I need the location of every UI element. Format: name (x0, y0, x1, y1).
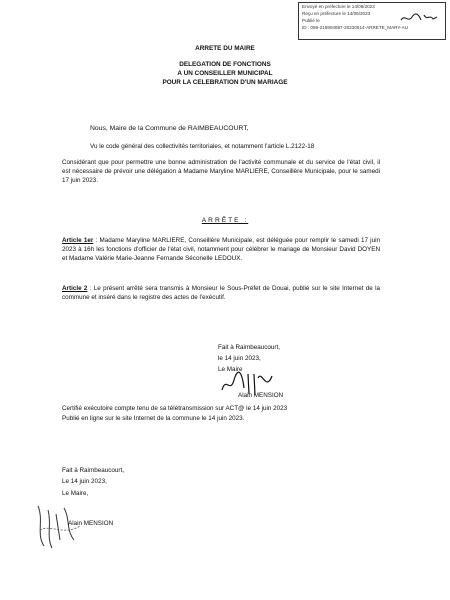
intro-line: Nous, Maire de la Commune de RAIMBEAUCOURT, (90, 125, 249, 132)
stamp-line: Reçu en préfecture le 14/06/2023 (302, 10, 371, 16)
document-title: ARRETE DU MAIRE (195, 45, 255, 52)
article-1-paragraph (62, 236, 380, 263)
article-1-text: : Madame Maryline MARLIERE, Conseillère Municipale, est déléguée pour remplir le samedi 17 juin 2023 à 16h les fonctions d'officier de l'état civil, notamment pour célébrer le mariage de Monsieur David DOYEN et Madame Valérie Marie-Jeanne Fernande Séconelle LEDOUX. (62, 237, 380, 263)
signatory-2-name: Alain MENSION (68, 520, 114, 527)
document-subtitle-line-2: A UN CONSEILLER MUNICIPAL (177, 70, 273, 77)
article-2-label: Article 2 (62, 285, 88, 292)
certification-line-1: Certifié exécutoire compte tenu de sa télétransmission sur ACT@ le 14 juin 2023 (62, 405, 288, 412)
document-subtitle-line-3: POUR LA CELEBRATION D'UN MARIAGE (162, 79, 288, 86)
signature-role: Le Maire (218, 366, 243, 373)
signature-place: Fait à Raimbeaucourt, (218, 344, 280, 351)
stamp-line: ID : 059-215904897-20230614-ARRETE_MARY-AU (302, 24, 408, 30)
signature-2-role: Le Maire, (62, 490, 89, 497)
stamp-line: Publié le (302, 17, 320, 23)
article-2-text: : Le présent arrêté sera transmis à Monsieur le Sous-Préfet de Douai, publié sur le site Internet de la commune et inséré dans le registre des actes de l'exécutif. (62, 285, 380, 302)
transmission-stamp (298, 2, 446, 40)
document-subtitle-line-1: DELEGATION DE FONCTIONS (179, 61, 271, 68)
certification-line-2: Publié en ligne sur le site Internet de la commune le 14 juin 2023. (62, 415, 245, 422)
considerant-paragraph: Considérant que pour permettre une bonne administration de l'activité communale et du service de l'état civil, il est nécessaire de prévoir une délégation à Madame Maryline MARLIERE, Conseillère Municipale, pour le samedi 17 juin 2023. (62, 159, 380, 185)
signatory-name: Alain MENSION (238, 392, 284, 399)
stamp-line: Envoyé en préfecture le 14/06/2023 (302, 4, 375, 9)
arrete-heading-text: ARRÊTE : (201, 217, 249, 224)
signature-date: le 14 juin 2023, (218, 355, 261, 362)
stamp-handwriting-icon (399, 11, 439, 25)
signature-2-place: Fait à Raimbeaucourt, (62, 467, 124, 474)
article-2-paragraph (62, 284, 380, 302)
arrete-heading (0, 216, 450, 226)
article-1-label: Article 1er (62, 237, 94, 244)
vu-line: Vu le code général des collectivités territoriales, et notamment l'article L.2122-18 (90, 143, 315, 150)
signature-2-date: Le 14 juin 2023, (62, 478, 107, 485)
